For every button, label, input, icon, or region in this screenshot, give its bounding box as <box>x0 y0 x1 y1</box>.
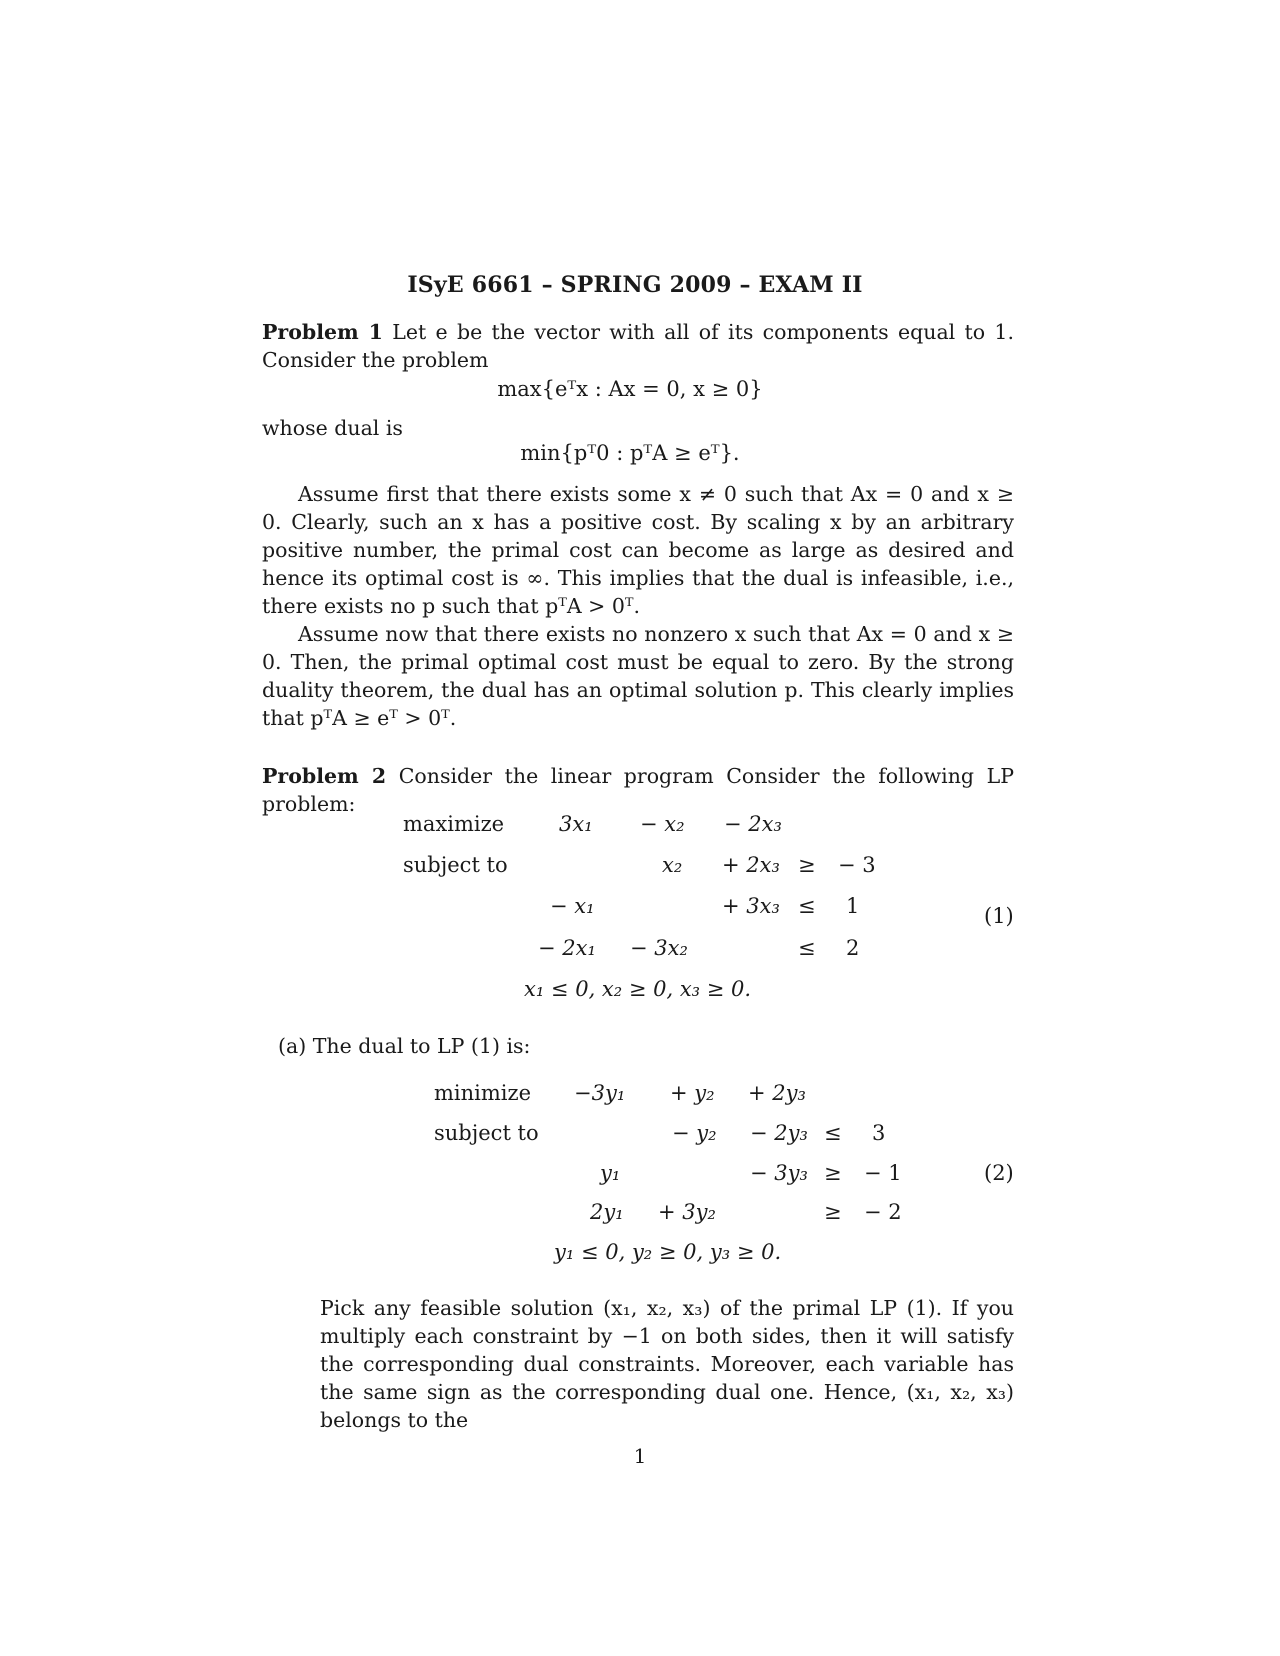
dual-r2-rhs: − 1 <box>864 1161 902 1185</box>
primal-eq-number: (1) <box>984 904 1014 928</box>
problem2-intro <box>262 762 1014 818</box>
dual-eq-number: (2) <box>984 1161 1014 1185</box>
primal-sign-constraints: x₁ ≤ 0, x₂ ≥ 0, x₃ ≥ 0. <box>524 977 752 1001</box>
dual-r1-c3: − 2y₃ <box>750 1121 808 1145</box>
primal-obj-term-3: − 2x₃ <box>724 812 782 836</box>
exam-title: ISyE 6661 – SPRING 2009 – EXAM II <box>407 272 863 298</box>
dual-sign-constraints: y₁ ≤ 0, y₂ ≥ 0, y₃ ≥ 0. <box>554 1240 782 1264</box>
problem1-para1: Assume first that there exists some x ≠ 0 such that Ax = 0 and x ≥ 0. Clearly, such an x has a positive cost. By scaling x by an arbitrary positive number, the primal cost can become as large as desired and hence its optimal cost is ∞. This implies that the dual is infeasible, i.e., there exists no p such that pᵀA > 0ᵀ. <box>262 482 1014 618</box>
problem2-closing: Pick any feasible solution (x₁, x₂, x₃) of the primal LP (1). If you multiply each constraint by −1 on both sides, then it will satisfy the corresponding dual constraints. Moreover, each variable has the same sign as the corresponding dual one. Hence, (x₁, x₂, x₃) belongs to the <box>320 1296 1014 1432</box>
primal-obj-term-2: − x₂ <box>640 812 685 836</box>
dual-r3-rel: ≥ <box>824 1200 842 1224</box>
primal-obj-term-1: 3x₁ <box>559 812 593 836</box>
dual-obj-term-1: −3y₁ <box>574 1081 626 1105</box>
dual-r1-rel: ≤ <box>824 1121 842 1145</box>
part-a-text: The dual to LP (1) is: <box>312 1034 531 1058</box>
primal-r1-c3: + 2x₃ <box>722 853 780 877</box>
problem1-intro <box>262 318 1014 374</box>
problem1-whose-dual: whose dual is <box>262 416 403 440</box>
dual-r3-rhs: − 2 <box>864 1200 902 1224</box>
dual-objective-label: minimize <box>434 1081 531 1105</box>
problem1-heading: Problem 1 <box>262 320 383 344</box>
dual-r2-rel: ≥ <box>824 1161 842 1185</box>
dual-r1-rhs: 3 <box>872 1121 886 1145</box>
primal-r2-rhs: 1 <box>846 894 860 918</box>
primal-r3-c1: − 2x₁ <box>538 936 596 960</box>
problem1-intro-text: Let e be the vector with all of its components equal to 1. Consider the problem <box>262 320 1014 372</box>
dual-r3-c2: + 3y₂ <box>658 1200 716 1224</box>
primal-r3-rhs: 2 <box>846 936 860 960</box>
page-number: 1 <box>633 1444 647 1468</box>
primal-r3-c2: − 3x₂ <box>630 936 688 960</box>
problem1-dual: min{pᵀ0 : pᵀA ≥ eᵀ}. <box>520 441 740 465</box>
problem1-primal: max{eᵀx : Ax = 0, x ≥ 0} <box>497 377 763 401</box>
dual-r1-c2: − y₂ <box>672 1121 717 1145</box>
dual-obj-term-3: + 2y₃ <box>748 1081 806 1105</box>
problem1-para2: Assume now that there exists no nonzero x such that Ax = 0 and x ≥ 0. Then, the primal optimal cost must be equal to zero. By the strong duality theorem, the dual has an optimal solution p. This clearly implies that pᵀA ≥ eᵀ > 0ᵀ. <box>262 622 1014 730</box>
primal-constraint-label: subject to <box>403 853 508 877</box>
primal-r1-c2: x₂ <box>662 853 683 877</box>
primal-r1-rhs: − 3 <box>838 853 876 877</box>
dual-obj-term-2: + y₂ <box>670 1081 715 1105</box>
dual-r2-c3: − 3y₃ <box>750 1161 808 1185</box>
primal-r3-rel: ≤ <box>798 936 816 960</box>
problem2-heading: Problem 2 <box>262 764 387 788</box>
problem2-intro-text: Consider the linear program Consider the following LP problem: <box>262 764 1014 816</box>
primal-r2-c3: + 3x₃ <box>722 894 780 918</box>
dual-constraint-label: subject to <box>434 1121 539 1145</box>
primal-r2-c1: − x₁ <box>550 894 595 918</box>
primal-r1-rel: ≥ <box>798 853 816 877</box>
primal-objective-label: maximize <box>403 812 505 836</box>
primal-r2-rel: ≤ <box>798 894 816 918</box>
part-a <box>278 1032 1030 1060</box>
part-a-label: (a) <box>278 1034 307 1058</box>
dual-r2-c1: y₁ <box>600 1161 621 1185</box>
dual-r3-c1: 2y₁ <box>590 1200 624 1224</box>
